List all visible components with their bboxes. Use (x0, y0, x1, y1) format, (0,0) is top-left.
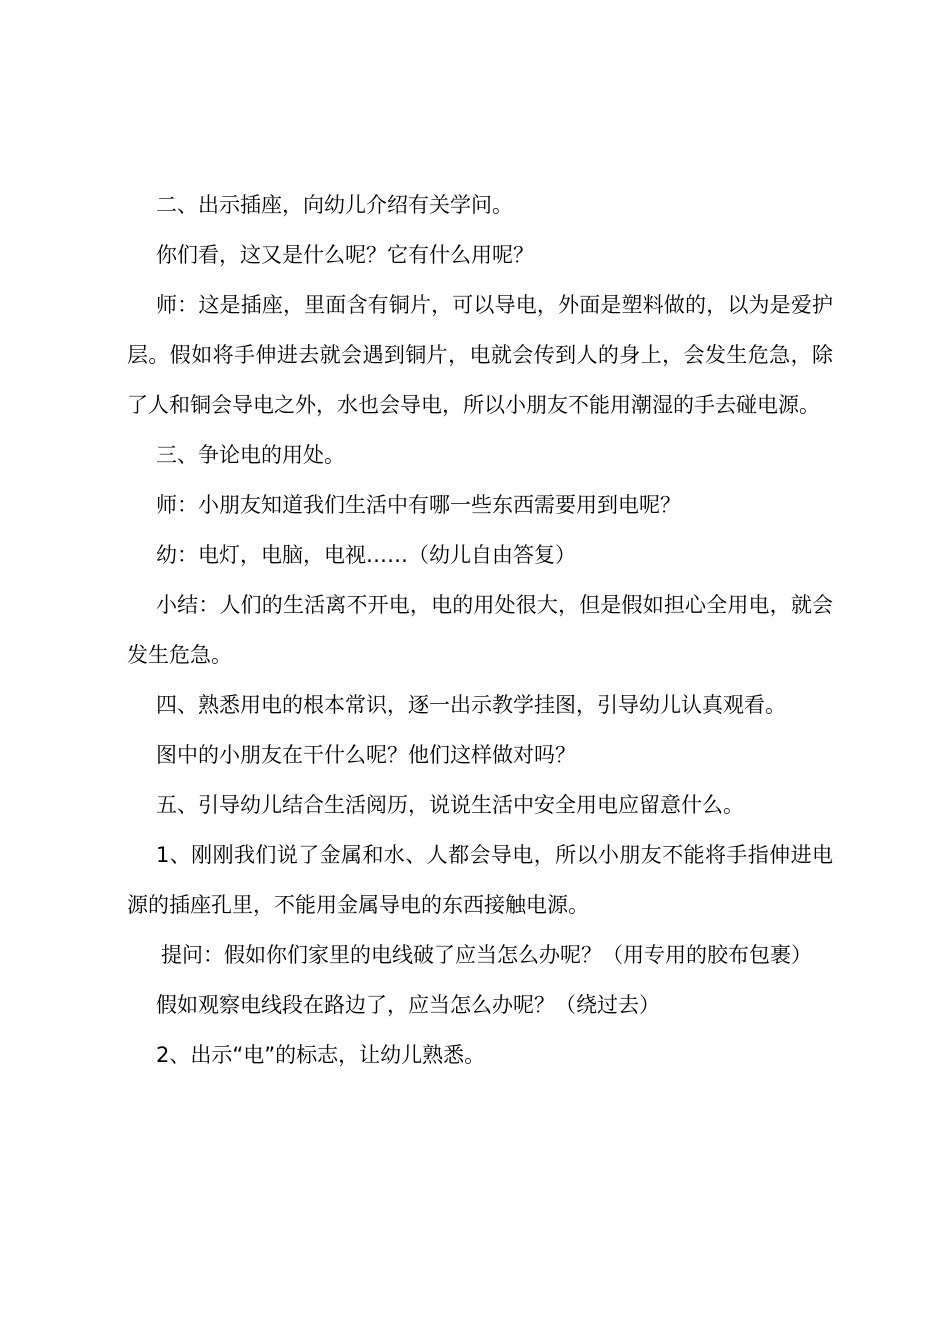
paragraph-teacher-explanation: 师：这是插座，里面含有铜片，可以导电，外面是塑料做的，以为是爱护层。假如将手伸进去就会遇到铜片，电就会传到人的身上，会发生危急，除了人和铜会导电之外，水也会导电，所以小朋友不能用潮湿的手去碰电源。 (127, 293, 833, 417)
paragraph-question: 你们看，这又是什么呢？它有什么用呢？ (156, 243, 534, 267)
paragraph-section-5-heading: 五、引导幼儿结合生活阅历，说说生活中安全用电应留意什么。 (156, 793, 744, 817)
paragraph-teacher-question: 师：小朋友知道我们生活中有哪一些东西需要用到电呢？ (156, 493, 681, 517)
paragraph-section-2-heading: 二、出示插座，向幼儿介绍有关学问。 (156, 193, 513, 217)
paragraph-section-3-heading: 三、争论电的用处。 (156, 443, 345, 467)
paragraph-child-answer: 幼：电灯，电脑，电视……（幼儿自由答复） (156, 543, 576, 567)
paragraph-item-2: 2、出示“电”的标志，让幼儿熟悉。 (156, 1043, 486, 1067)
document-body (127, 180, 833, 1080)
paragraph-section-4-heading: 四、熟悉用电的根本常识，逐一出示教学挂图，引导幼儿认真观看。 (156, 693, 786, 717)
paragraph-item-1: 1、刚刚我们说了金属和水、人都会导电，所以小朋友不能将手指伸进电源的插座孔里，不能用金属导电的东西接触电源。 (127, 843, 833, 917)
paragraph-prompt-question: 提问：假如你们家里的电线破了应当怎么办呢？（用专用的胶布包裹） (161, 943, 812, 967)
paragraph-wire-question: 假如观察电线段在路边了，应当怎么办呢？（绕过去） (156, 993, 660, 1017)
paragraph-picture-question: 图中的小朋友在干什么呢？他们这样做对吗？ (156, 743, 576, 767)
paragraph-summary: 小结：人们的生活离不开电，电的用处很大，但是假如担心全用电，就会发生危急。 (127, 593, 833, 667)
